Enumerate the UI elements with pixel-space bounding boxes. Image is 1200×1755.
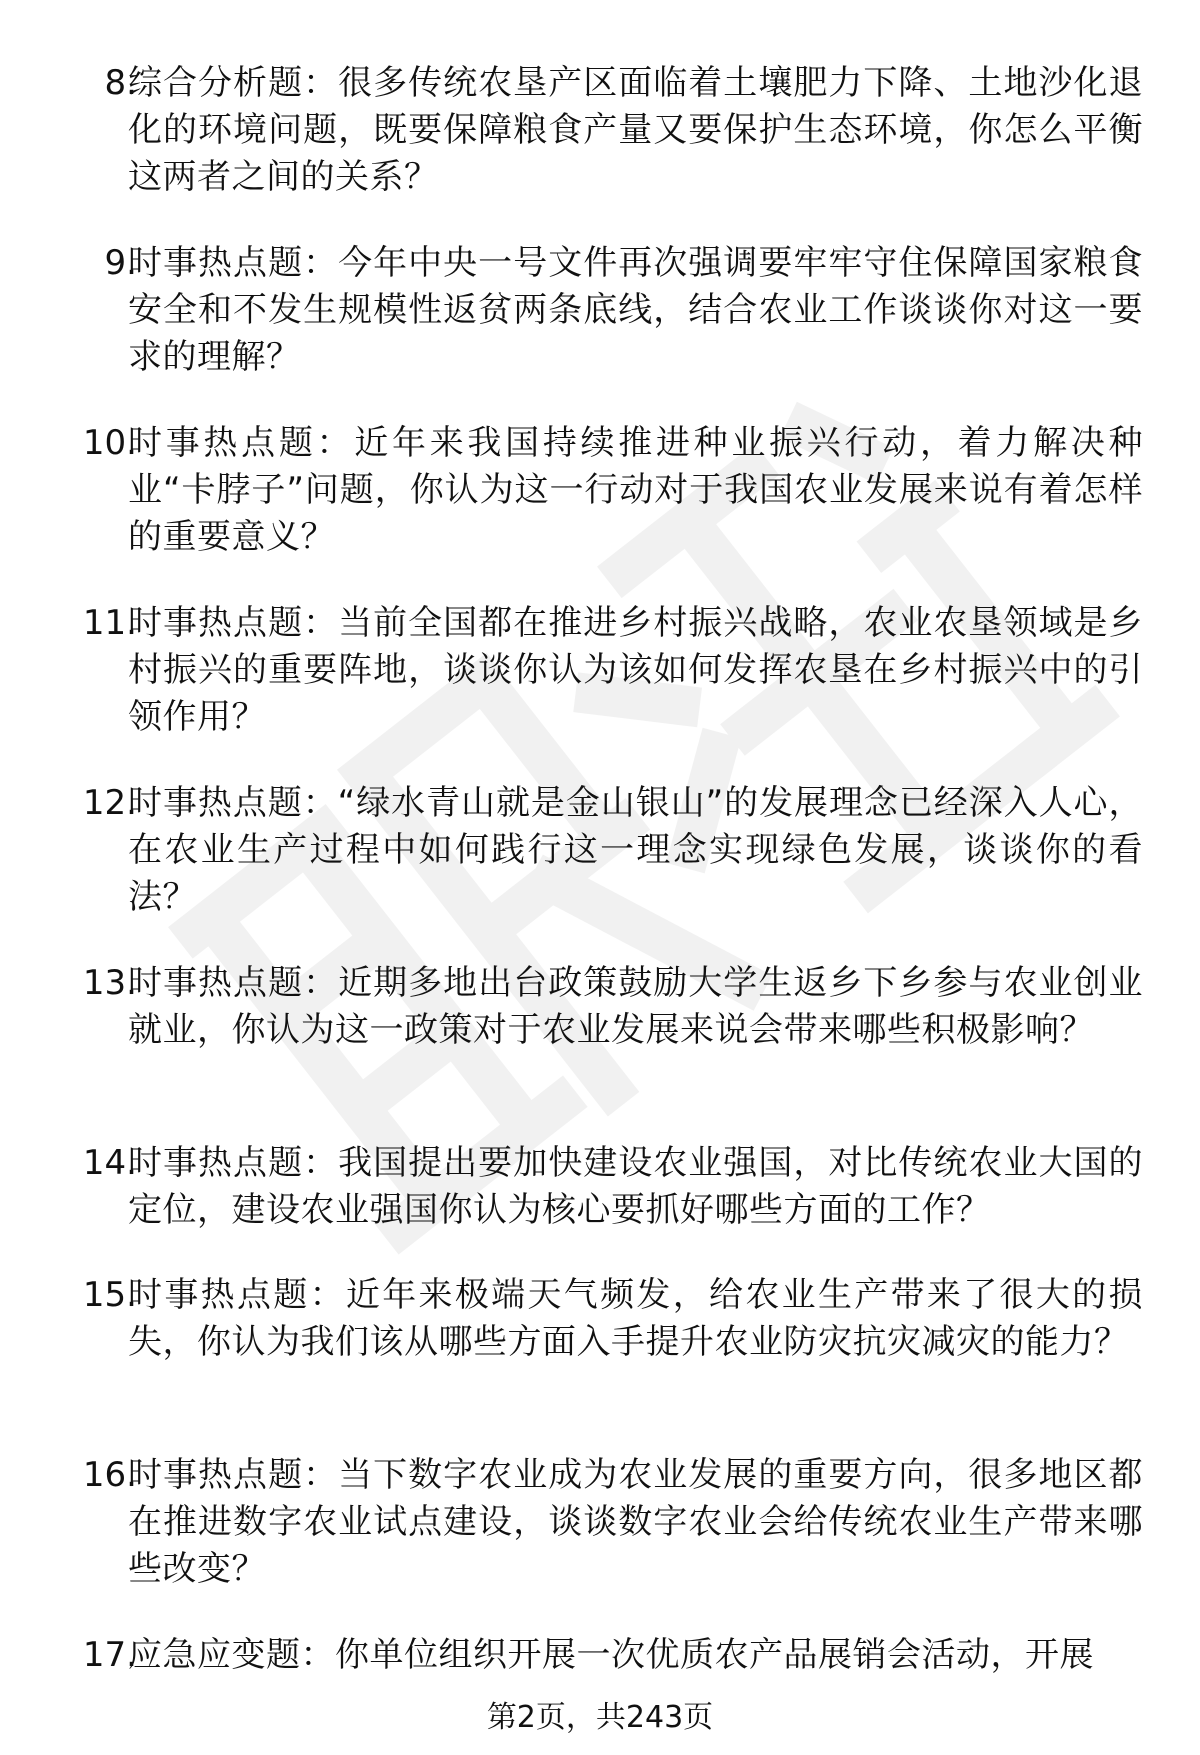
question-number: 11. (82, 603, 137, 643)
question-text: 时事热点题：当下数字农业成为农业发展的重要方向，很多地区都在推进数字农业试点建设，谈谈数字农业会给传统农业生产带来哪些改变？ (128, 1455, 1143, 1589)
question-text: 时事热点题：近年来我国持续推进种业振兴行动，着力解决种业“卡脖子”问题，你认为这一行动对于我国农业发展来说有着怎样的重要意义？ (128, 423, 1143, 557)
question-text: 时事热点题：近期多地出台政策鼓励大学生返乡下乡参与农业创业就业，你认为这一政策对于农业发展来说会带来哪些积极影响？ (128, 963, 1143, 1050)
question-number: 12. (82, 783, 137, 823)
question-item (0, 1140, 1200, 1272)
question-item (0, 420, 1200, 600)
question-text: 综合分析题：很多传统农垦产区面临着土壤肥力下降、土地沙化退化的环境问题，既要保障粮食产量又要保护生态环境，你怎么平衡这两者之间的关系？ (128, 63, 1143, 197)
question-text: 时事热点题：近年来极端天气频发，给农业生产带来了很大的损失，你认为我们该从哪些方面入手提升农业防灾抗灾减灾的能力？ (128, 1275, 1143, 1362)
question-number: 17. (82, 1635, 137, 1675)
question-text: 时事热点题：当前全国都在推进乡村振兴战略，农业农垦领域是乡村振兴的重要阵地，谈谈你认为该如何发挥农垦在乡村振兴中的引领作用？ (128, 603, 1143, 737)
question-number: 15. (82, 1275, 137, 1315)
question-text: 时事热点题：“绿水青山就是金山银山”的发展理念已经深入人心，在农业生产过程中如何践行这一理念实现绿色发展，谈谈你的看法？ (128, 783, 1143, 917)
question-item (0, 1452, 1200, 1632)
question-item (0, 780, 1200, 960)
question-number: 8. (104, 63, 137, 103)
question-text: 时事热点题：我国提出要加快建设农业强国，对比传统农业大国的定位，建设农业强国你认为核心要抓好哪些方面的工作？ (128, 1143, 1143, 1230)
question-item (0, 240, 1200, 420)
question-item (0, 60, 1200, 240)
question-number: 10. (82, 423, 137, 463)
question-item (0, 1272, 1200, 1452)
question-item (0, 960, 1200, 1140)
question-item (0, 1632, 1200, 1692)
question-number: 9. (104, 243, 137, 283)
question-text: 应急应变题：你单位组织开展一次优质农产品展销会活动，开展 (128, 1635, 1094, 1675)
page-footer: 第2页，共243页 (486, 1700, 714, 1735)
question-number: 14. (82, 1143, 137, 1183)
question-list (0, 60, 1200, 1692)
question-text: 时事热点题：今年中央一号文件再次强调要牢牢守住保障国家粮食安全和不发生规模性返贫两条底线，结合农业工作谈谈你对这一要求的理解？ (128, 243, 1143, 377)
question-item (0, 600, 1200, 780)
question-number: 16. (82, 1455, 137, 1495)
question-number: 13. (82, 963, 137, 1003)
